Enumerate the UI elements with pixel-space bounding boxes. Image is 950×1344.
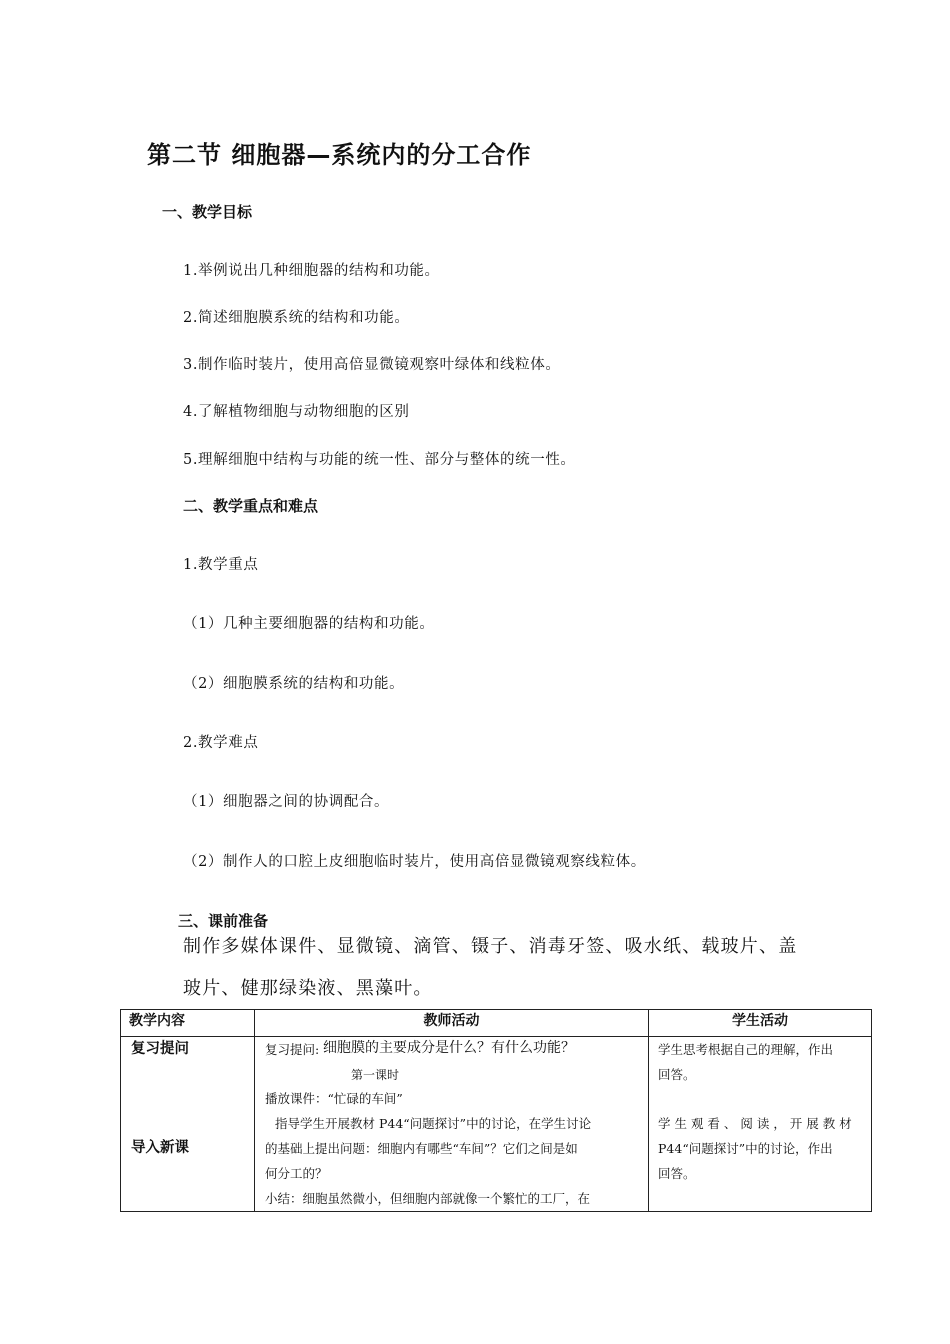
objective-item: 1.举例说出几种细胞器的结构和功能。 <box>183 263 440 279</box>
objective-item: 3.制作临时装片，使用高倍显微镜观察叶绿体和线粒体。 <box>183 357 561 373</box>
difficulty-item: （2）制作人的口腔上皮细胞临时装片，使用高倍显微镜观察线粒体。 <box>183 854 646 870</box>
teacher-play: 播放课件：“忙碌的车间” <box>265 1091 403 1106</box>
student-answer: 学生思考根据自己的理解，作出 <box>658 1042 834 1057</box>
student-activity: 学 生 观 看 、 阅 读 ， 开 展 教 材 <box>658 1116 852 1131</box>
student-cell <box>649 1037 872 1212</box>
preparation-line: 玻片、健那绿染液、黑藻叶。 <box>183 978 433 999</box>
teacher-summary: 小结：细胞虽然微小，但细胞内部就像一个繁忙的工厂，在 <box>265 1191 591 1206</box>
content-review: 复习提问 <box>131 1041 189 1057</box>
header-student: 学生活动 <box>649 1010 872 1037</box>
teacher-question: 细胞膜的主要成分是什么？有什么功能？ <box>323 1040 575 1056</box>
objective-item: 2.简述细胞膜系统的结构和功能。 <box>183 310 410 326</box>
key-point-item: （2）细胞膜系统的结构和功能。 <box>183 676 405 692</box>
objective-item: 4.了解植物细胞与动物细胞的区别 <box>183 404 410 420</box>
lesson-table <box>120 1009 872 1212</box>
teacher-guide: 指导学生开展教材 P44“问题探讨”中的讨论，在学生讨论 <box>275 1116 592 1131</box>
header-content: 教学内容 <box>121 1010 255 1037</box>
student-activity: P44“问题探讨”中的讨论，作出 <box>658 1141 833 1156</box>
difficulty-title: 2.教学难点 <box>183 735 259 751</box>
section-heading-preparation: 三、课前准备 <box>178 912 269 930</box>
table-header-row <box>121 1010 872 1037</box>
student-answer: 回答。 <box>658 1067 696 1082</box>
table-row <box>121 1037 872 1212</box>
content-cell <box>121 1037 255 1212</box>
teacher-cell <box>255 1037 649 1212</box>
teacher-guide: 的基础上提出问题：细胞内有哪些“车间”？它们之间是如 <box>265 1141 578 1156</box>
header-teacher: 教师活动 <box>255 1010 649 1037</box>
page-title: 第二节 细胞器—系统内的分工合作 <box>147 141 532 169</box>
preparation-line: 制作多媒体课件、显微镜、滴管、镊子、消毒牙签、吸水纸、载玻片、盖 <box>183 936 798 957</box>
teacher-guide: 何分工的？ <box>265 1166 328 1181</box>
teacher-question-prefix: 复习提问: <box>265 1042 320 1057</box>
lesson-label: 第一课时 <box>351 1068 400 1082</box>
section-heading-key-points: 二、教学重点和难点 <box>183 497 319 515</box>
section-heading-objectives: 一、教学目标 <box>162 203 253 221</box>
student-activity: 回答。 <box>658 1166 696 1181</box>
key-point-item: （1）几种主要细胞器的结构和功能。 <box>183 616 435 632</box>
content-intro: 导入新课 <box>131 1140 189 1156</box>
difficulty-item: （1）细胞器之间的协调配合。 <box>183 794 390 810</box>
key-points-title: 1.教学重点 <box>183 557 259 573</box>
objective-item: 5.理解细胞中结构与功能的统一性、部分与整体的统一性。 <box>183 452 576 468</box>
